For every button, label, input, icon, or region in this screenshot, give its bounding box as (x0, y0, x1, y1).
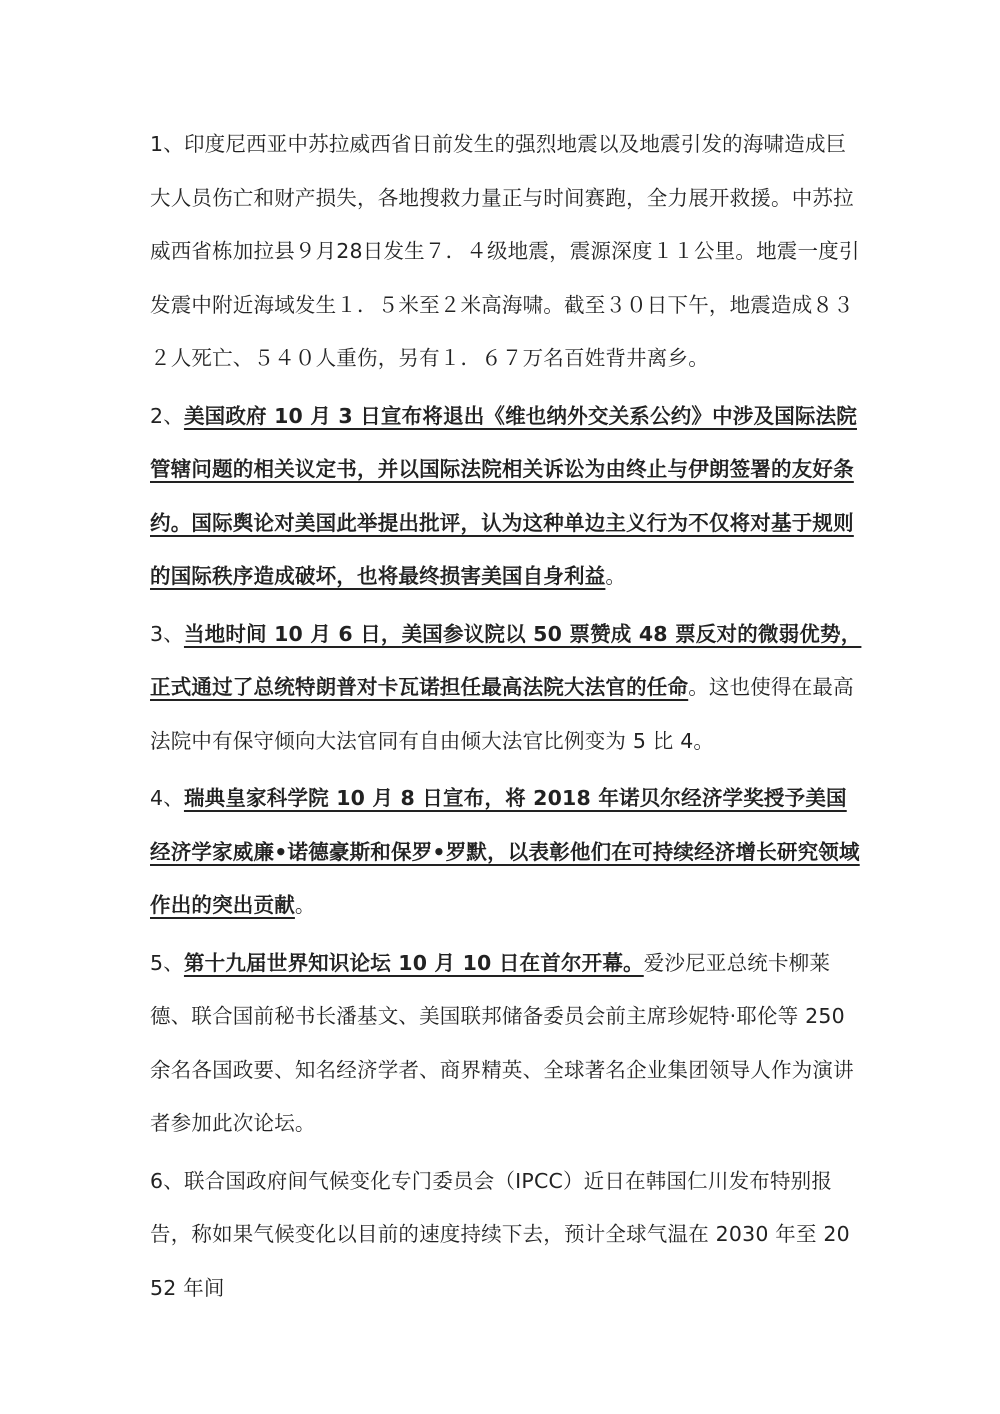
news-item-2-number: 2、 (150, 403, 184, 428)
news-item-3-tail: 。这也使得在最高法院中有保守倾向大法官同有自由倾大法官比例变为 5 比 4。 (150, 675, 854, 753)
news-item-2-tail: 。 (605, 564, 627, 588)
news-item-5-highlight: 第十九届世界知识论坛 10 月 10 日在首尔开幕。 (183, 950, 644, 975)
news-item-4 (150, 772, 862, 933)
news-item-3-number: 3、 (150, 621, 184, 646)
news-item-3 (150, 608, 862, 769)
news-item-6 (150, 1155, 862, 1316)
news-item-4-highlight: 瑞典皇家科学院 10 月 8 日宣布，将 2018 年诺贝尔经济学奖授予美国经济学家威廉•诺德豪斯和保罗•罗默，以表彰他们在可持续经济增长研究领域作出的突出贡献 (150, 786, 860, 917)
news-item-2 (150, 390, 862, 604)
news-item-4-number: 4、 (150, 786, 184, 810)
news-item-1 (150, 118, 862, 386)
document-body (150, 118, 862, 1319)
news-item-3-highlight: 当地时间 10 月 6 日，美国参议院以 50 票赞成 48 票反对的微弱优势，正式通过了总统特朗普对卡瓦诺担任最高法院大法官的任命 (150, 621, 862, 699)
news-item-1-text: 1、印度尼西亚中苏拉威西省日前发生的强烈地震以及地震引发的海啸造成巨大人员伤亡和财产损失，各地搜救力量正与时间赛跑，全力展开救援。中苏拉威西省栋加拉县９月28日发生７．４级地震，震源深度１１公里。地震一度引发震中附近海域发生１．５米至２米高海啸。截至３０日下午，地震造成８３２人死亡、５４０人重伤，另有１．６７万名百姓背井离乡。 (150, 132, 860, 370)
news-item-2-highlight: 美国政府 10 月 3 日宣布将退出《维也纳外交关系公约》中涉及国际法院管辖问题的相关议定书，并以国际法院相关诉讼为由终止与伊朗签署的友好条约。国际舆论对美国此举提出批评，认为这种单边主义行为不仅将对基于规则的国际秩序造成破坏，也将最终损害美国自身利益 (150, 403, 857, 588)
news-item-5 (150, 937, 862, 1151)
news-item-6-text: 6、联合国政府间气候变化专门委员会（IPCC）近日在韩国仁川发布特别报告，称如果气候变化以目前的速度持续下去，预计全球气温在 2030 年至 2052 年间 (150, 1168, 850, 1300)
news-item-5-tail: 爱沙尼亚总统卡柳莱德、联合国前秘书长潘基文、美国联邦储备委员会前主席珍妮特·耶伦等 250 余名各国政要、知名经济学者、商界精英、全球著名企业集团领导人作为演讲者参加此次论坛。 (150, 950, 854, 1135)
news-item-5-number: 5、 (150, 950, 184, 975)
news-item-4-tail: 。 (294, 893, 316, 917)
